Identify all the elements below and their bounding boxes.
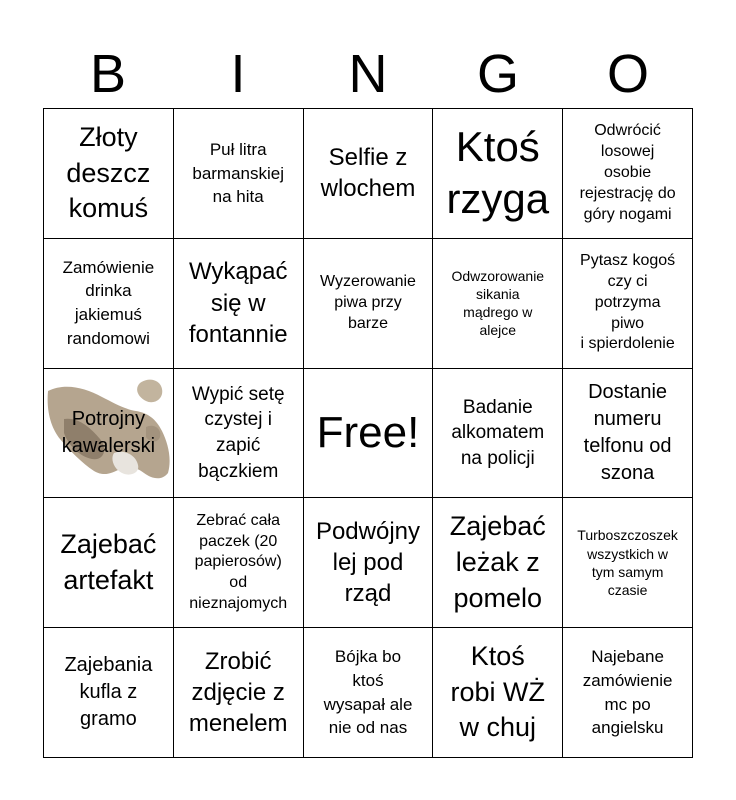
free-space: Free! xyxy=(316,407,420,457)
bingo-cell-5-1[interactable] xyxy=(44,628,174,758)
header-letter-i: I xyxy=(230,44,246,104)
cell-text: Bójka bo ktoś wysapał ale nie od nas xyxy=(323,647,413,738)
bingo-cell-5-3[interactable] xyxy=(304,628,434,758)
bingo-cell-2-5[interactable] xyxy=(563,239,693,369)
bingo-cell-4-4[interactable] xyxy=(433,498,563,628)
bingo-cell-1-2[interactable] xyxy=(174,109,304,239)
bingo-cell-4-5[interactable] xyxy=(563,498,693,628)
bingo-cell-3-1[interactable] xyxy=(44,369,174,499)
bingo-cell-3-2[interactable] xyxy=(174,369,304,499)
header-letter-n: N xyxy=(348,44,388,104)
cell-text: Zajebania kufla z gramo xyxy=(64,654,153,731)
bingo-cell-5-5[interactable] xyxy=(563,628,693,758)
bingo-cell-4-1[interactable] xyxy=(44,498,174,628)
bingo-cell-4-2[interactable] xyxy=(174,498,304,628)
cell-text: Zrobić zdjęcie z menelem xyxy=(188,647,288,738)
cell-text: Potrojny kawalerski xyxy=(61,407,156,457)
header-letter-o: O xyxy=(606,44,649,104)
bingo-cell-3-4[interactable] xyxy=(433,369,563,499)
bingo-cell-1-5[interactable] xyxy=(563,109,693,239)
cell-text: Odwrócić losowej osobie rejestrację do góry nogami xyxy=(579,122,676,223)
cell-text: Zebrać cała paczek (20 papierosów) od nieznajomych xyxy=(189,511,288,612)
cell-text: Pytasz kogoś czy ci potrzyma piwo i spierdolenie xyxy=(580,252,676,353)
cell-text: Zamówienie drinka jakiemuś randomowi xyxy=(62,257,155,348)
bingo-cell-4-3[interactable] xyxy=(304,498,434,628)
cell-text: Zajebać leżak z pomelo xyxy=(449,511,546,613)
header-letter-b: B xyxy=(89,44,127,104)
bingo-cell-3-3[interactable] xyxy=(304,369,434,499)
cell-text: Dostanie numeru telfonu od szona xyxy=(583,380,672,484)
cell-text: Najebane zamówienie mc po angielsku xyxy=(582,647,673,738)
bingo-cell-2-1[interactable] xyxy=(44,239,174,369)
bingo-board xyxy=(43,108,693,758)
cell-text: Selfie z wlochem xyxy=(320,144,416,203)
cell-text: Turboszczoszek wszystkich w tym samym czasie xyxy=(577,527,678,598)
bingo-cell-1-1[interactable] xyxy=(44,109,174,239)
bingo-cell-2-4[interactable] xyxy=(433,239,563,369)
cell-text: Badanie alkomatem na policji xyxy=(451,396,545,469)
cell-text: Podwójny lej pod rząd xyxy=(315,518,421,608)
bingo-header xyxy=(43,40,693,108)
bingo-cell-5-2[interactable] xyxy=(174,628,304,758)
cell-text: Wypić setę czystej i zapić bączkiem xyxy=(191,383,285,482)
bingo-cell-3-5[interactable] xyxy=(563,369,693,499)
cell-text: Wyzerowanie piwa przy barze xyxy=(320,273,416,332)
cell-text: Puł litra barmanskiej na hita xyxy=(192,139,285,207)
header-letter-g: G xyxy=(476,44,519,104)
bingo-cell-5-4[interactable] xyxy=(433,628,563,758)
bingo-cell-2-2[interactable] xyxy=(174,239,304,369)
bingo-cell-1-3[interactable] xyxy=(304,109,434,239)
cell-text: Odwzorowanie sikania mądrego w alejce xyxy=(451,267,545,339)
bingo-cell-2-3[interactable] xyxy=(304,239,434,369)
cell-text: Złoty deszcz komuś xyxy=(66,121,151,224)
cell-text: Ktoś rzyga xyxy=(446,122,550,223)
cell-text: Zajebać artefakt xyxy=(60,529,157,595)
cell-text: Wykąpać się w fontannie xyxy=(188,258,288,348)
bingo-cell-1-4[interactable] xyxy=(433,109,563,239)
cell-text: Ktoś robi WŻ w chuj xyxy=(450,641,546,743)
